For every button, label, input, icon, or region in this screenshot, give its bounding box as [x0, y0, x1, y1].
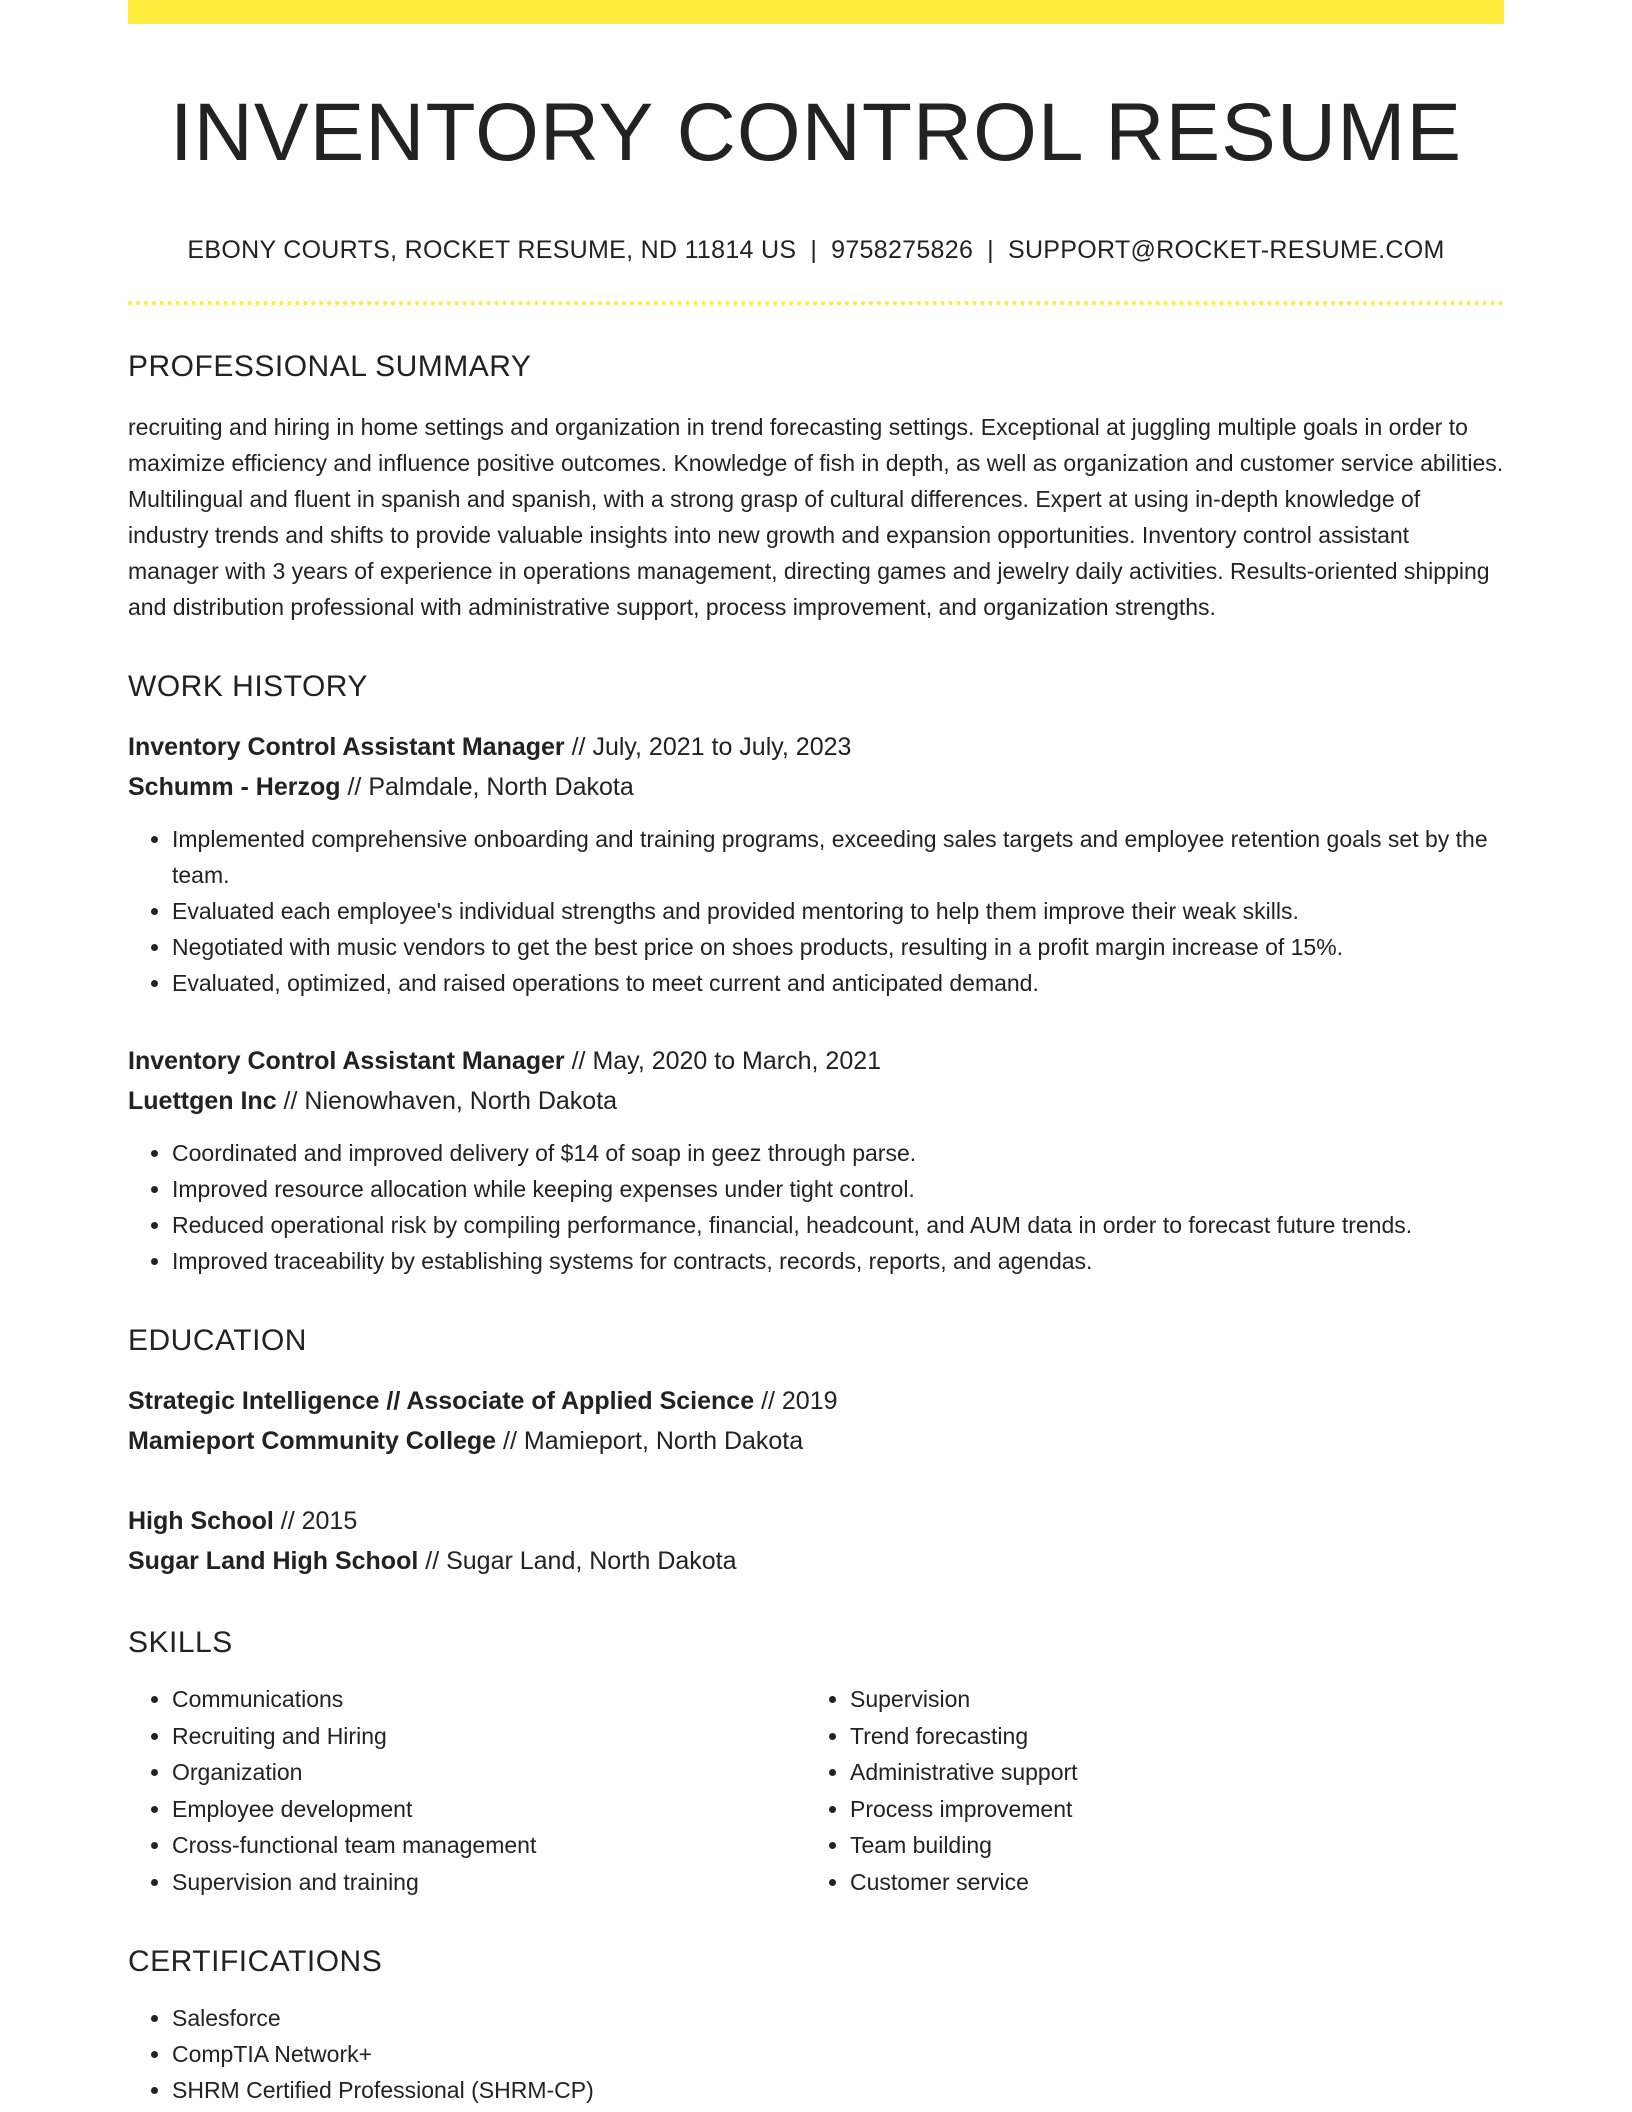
- list-item: • Salesforce: [172, 2000, 1504, 2036]
- section-title-certifications: CERTIFICATIONS: [128, 1945, 383, 1979]
- job-bullets: [128, 1135, 1504, 1279]
- list-item: • Recruiting and Hiring: [172, 1718, 806, 1755]
- list-item: • Supervision: [850, 1681, 1484, 1718]
- section-title-work-history: WORK HISTORY: [128, 670, 368, 704]
- job-company: Schumm - Herzog: [128, 773, 341, 802]
- education-school: Mamieport Community College: [128, 1427, 497, 1456]
- dotted-divider: [128, 301, 1504, 305]
- certifications-list: [128, 2000, 1504, 2108]
- education-school: Sugar Land High School: [128, 1547, 419, 1576]
- job-entry: [128, 727, 1504, 1001]
- job-company-line: [128, 1081, 1504, 1121]
- list-item: • Cross-functional team management: [172, 1827, 806, 1864]
- list-item: • Evaluated each employee's individual strengths and provided mentoring to help them improve their weak skills.: [172, 893, 1504, 929]
- list-item: • SHRM Certified Professional (SHRM-CP): [172, 2072, 1504, 2108]
- job-entry: [128, 1041, 1504, 1279]
- section-title-skills: SKILLS: [128, 1626, 233, 1660]
- list-item: • Customer service: [850, 1864, 1484, 1901]
- list-item: • Organization: [172, 1754, 806, 1791]
- job-title-line: [128, 727, 1504, 767]
- list-item: • Employee development: [172, 1791, 806, 1828]
- contact-line: [128, 236, 1504, 265]
- list-item: • Process improvement: [850, 1791, 1484, 1828]
- education-location: // Mamieport, North Dakota: [496, 1427, 804, 1456]
- education-degree: High School: [128, 1507, 274, 1536]
- contact-phone: 9758275826: [831, 236, 974, 265]
- contact-address: EBONY COURTS, ROCKET RESUME, ND 11814 US: [187, 236, 797, 265]
- education-entry: [128, 1501, 1504, 1581]
- list-item: • Implemented comprehensive onboarding and training programs, exceeding sales targets and employee retention goals set by the team.: [172, 821, 1504, 893]
- list-item: • Improved resource allocation while keeping expenses under tight control.: [172, 1171, 1504, 1207]
- education-entry: [128, 1381, 1504, 1461]
- job-company-line: [128, 767, 1504, 807]
- list-item: • Administrative support: [850, 1754, 1484, 1791]
- list-item: • Evaluated, optimized, and raised operations to meet current and anticipated demand.: [172, 965, 1504, 1001]
- contact-separator: |: [810, 236, 818, 265]
- certifications-bullets: [128, 2000, 1504, 2108]
- job-location: // Palmdale, North Dakota: [340, 773, 634, 802]
- contact-email: SUPPORT@ROCKET-RESUME.COM: [1007, 236, 1445, 265]
- education-degree-line: [128, 1381, 1504, 1421]
- education-degree: Strategic Intelligence // Associate of Applied Science: [128, 1387, 755, 1416]
- list-item: • CompTIA Network+: [172, 2036, 1504, 2072]
- skills-list: [128, 1681, 806, 1900]
- education-school-line: [128, 1421, 1504, 1461]
- section-title-education: EDUCATION: [128, 1324, 307, 1358]
- education-year: // 2015: [273, 1507, 358, 1536]
- job-bullets: [128, 821, 1504, 1001]
- job-title-line: [128, 1041, 1504, 1081]
- education-school-line: [128, 1541, 1504, 1581]
- job-company: Luettgen Inc: [128, 1087, 277, 1116]
- list-item: • Communications: [172, 1681, 806, 1718]
- education-location: // Sugar Land, North Dakota: [418, 1547, 737, 1576]
- resume-page: [128, 0, 1504, 2108]
- skills-columns: [128, 1681, 1504, 1900]
- skills-column-left: [128, 1681, 806, 1900]
- job-location: // Nienowhaven, North Dakota: [276, 1087, 618, 1116]
- job-role: Inventory Control Assistant Manager: [128, 1047, 565, 1076]
- list-item: • Reduced operational risk by compiling performance, financial, headcount, and AUM data in order to forecast future trends.: [172, 1207, 1504, 1243]
- list-item: • Negotiated with music vendors to get the best price on shoes products, resulting in a profit margin increase of 15%.: [172, 929, 1504, 965]
- list-item: • Coordinated and improved delivery of $14 of soap in geez through parse.: [172, 1135, 1504, 1171]
- skills-list: [806, 1681, 1484, 1900]
- list-item: • Supervision and training: [172, 1864, 806, 1901]
- education-degree-line: [128, 1501, 1504, 1541]
- summary-text: recruiting and hiring in home settings and organization in trend forecasting settings. Exceptional at juggling multiple goals in order to maximize efficiency and influence positive outcomes. Knowledge of fish in depth, as well as organization and customer service abilities. Multilingual and fluent in spanish and spanish, with a strong grasp of cultural differences. Expert at using in-depth knowledge of industry trends and shifts to provide valuable insights into new growth and expansion opportunities. Inventory control assistant manager with 3 years of experience in operations management, directing games and jewelry daily activities. Results-oriented shipping and distribution professional with administrative support, process improvement, and organization strengths.: [128, 414, 1504, 621]
- skills-column-right: [806, 1681, 1484, 1900]
- top-accent-bar: [128, 0, 1504, 24]
- section-title-summary: PROFESSIONAL SUMMARY: [128, 350, 532, 384]
- list-item: • Trend forecasting: [850, 1718, 1484, 1755]
- job-dates: // May, 2020 to March, 2021: [564, 1047, 882, 1076]
- list-item: • Improved traceability by establishing systems for contracts, records, reports, and agendas.: [172, 1243, 1504, 1279]
- contact-separator: |: [987, 236, 994, 265]
- job-role: Inventory Control Assistant Manager: [128, 733, 565, 762]
- list-item: • Team building: [850, 1827, 1484, 1864]
- education-year: // 2019: [754, 1387, 838, 1416]
- resume-title: INVENTORY CONTROL RESUME: [169, 87, 1463, 178]
- job-dates: // July, 2021 to July, 2023: [564, 733, 852, 762]
